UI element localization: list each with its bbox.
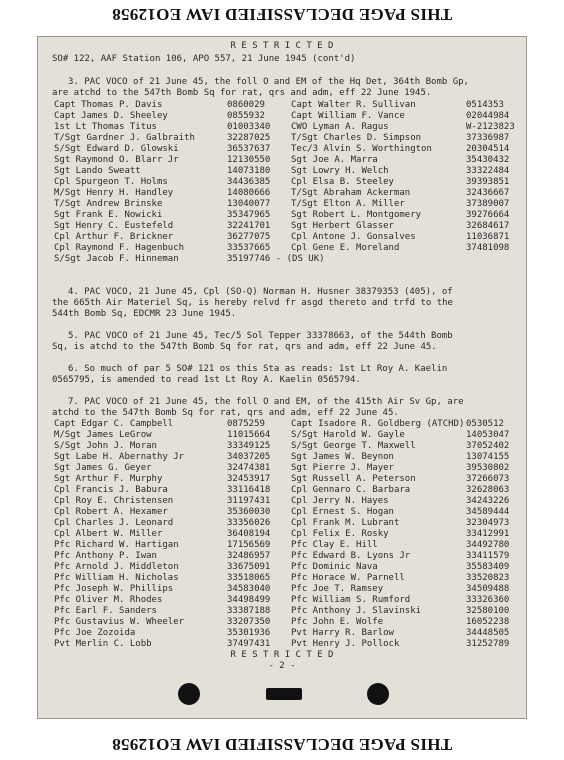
declassified-banner-bottom: THIS PAGE DECLASSIFIED IAW EO12958 <box>111 735 453 754</box>
serial-right: 34492780 <box>466 540 510 550</box>
serial-right: 13074155 <box>466 452 510 462</box>
name-right: Pvt Henry J. Pollock <box>291 639 400 649</box>
name-left: Sgt Labe H. Abernathy Jr <box>54 452 185 462</box>
personnel-row <box>54 166 514 177</box>
serial-right: 33412991 <box>466 529 510 539</box>
classification-header: R E S T R I C T E D <box>230 41 334 51</box>
name-right: Capt Walter R. Sullivan <box>291 100 416 110</box>
personnel-row <box>54 133 514 144</box>
personnel-row <box>54 562 514 573</box>
name-left: Cpl Francis J. Babura <box>54 485 168 495</box>
personnel-row <box>54 155 514 166</box>
punch-slot <box>266 688 302 700</box>
name-left: Pfc Gustavius W. Wheeler <box>54 617 185 627</box>
name-left: Cpl Raymond F. Hagenbuch <box>54 243 185 253</box>
serial-right: 32628063 <box>466 485 510 495</box>
personnel-row <box>54 573 514 584</box>
personnel-row <box>54 606 514 617</box>
serial-left: 11015664 <box>227 430 271 440</box>
serial-left: 32474381 <box>227 463 271 473</box>
personnel-row <box>54 100 514 111</box>
name-left: Cpl Arthur F. Brickner <box>54 232 174 242</box>
serial-left: 34436385 <box>227 177 271 187</box>
serial-left: 33675091 <box>227 562 271 572</box>
name-right: Pfc Clay E. Hill <box>291 540 378 550</box>
name-right: Cpl Felix E. Rosky <box>291 529 389 539</box>
name-left: S/Sgt Edward D. Glowski <box>54 144 179 154</box>
para4-line-1: 4. PAC VOCO, 21 June 45, Cpl (SO-Q) Norman H. Husner 38379353 (405), of <box>68 287 453 297</box>
personnel-row <box>54 199 514 210</box>
serial-left: 0855932 <box>227 111 265 121</box>
name-left: Sgt Frank E. Nowicki <box>54 210 163 220</box>
name-left: Capt Thomas P. Davis <box>54 100 163 110</box>
name-left: Pfc Richard W. Hartigan <box>54 540 179 550</box>
serial-right: W-2123823 <box>466 122 515 132</box>
name-right: S/Sgt George T. Maxwell <box>291 441 416 451</box>
name-left: M/Sgt James LeGrow <box>54 430 152 440</box>
personnel-row <box>54 111 514 122</box>
name-right: Pvt Harry R. Barlow <box>291 628 394 638</box>
personnel-row <box>54 254 514 265</box>
serial-right: 37336987 <box>466 133 510 143</box>
name-right: Sgt Pierre J. Mayer <box>291 463 394 473</box>
serial-left: 12130550 <box>227 155 271 165</box>
name-right: Cpl Gennaro C. Barbara <box>291 485 411 495</box>
personnel-row <box>54 430 514 441</box>
serial-right: 39393851 <box>466 177 510 187</box>
serial-left: 01003340 <box>227 122 271 132</box>
personnel-row <box>54 617 514 628</box>
serial-right: 37481098 <box>466 243 510 253</box>
name-right: Sgt Robert L. Montgomery <box>291 210 422 220</box>
para3-personnel-list <box>54 100 514 265</box>
serial-left: 32453917 <box>227 474 271 484</box>
serial-right: 11036871 <box>466 232 510 242</box>
para6-line-2: 0565795, is amended to read 1st Lt Roy A. Kaelin 0565794. <box>52 375 361 385</box>
serial-right: 33520823 <box>466 573 510 583</box>
name-left: Pfc Anthony P. Iwan <box>54 551 157 561</box>
para7-personnel-list <box>54 419 514 650</box>
personnel-row <box>54 210 514 221</box>
serial-left: 13040077 <box>227 199 271 209</box>
serial-right: 14053047 <box>466 430 510 440</box>
serial-left: 35197746 - (DS UK) <box>227 254 325 264</box>
serial-right: 34448505 <box>466 628 510 638</box>
name-right: Pfc Horace W. Parnell <box>291 573 405 583</box>
serial-left: 17156569 <box>227 540 271 550</box>
serial-left: 34498499 <box>227 595 271 605</box>
serial-left: 34583040 <box>227 584 271 594</box>
name-right: CWO Lyman A. Ragus <box>291 122 389 132</box>
document-page <box>37 36 527 719</box>
personnel-row <box>54 243 514 254</box>
page-number: - 2 - <box>268 661 296 671</box>
serial-right: 34509488 <box>466 584 510 594</box>
name-left: Sgt Lando Sweatt <box>54 166 141 176</box>
serial-left: 0875259 <box>227 419 265 429</box>
serial-left: 33537665 <box>227 243 271 253</box>
name-left: Pfc Oliver M. Rhodes <box>54 595 163 605</box>
serial-left: 35347965 <box>227 210 271 220</box>
personnel-row <box>54 540 514 551</box>
serial-right: 32436667 <box>466 188 510 198</box>
para4-line-2: the 665th Air Materiel Sq, is hereby relvd fr asgd thereto and trfd to the <box>52 298 453 308</box>
personnel-row <box>54 232 514 243</box>
name-left: Pfc Earl F. Sanders <box>54 606 157 616</box>
personnel-row <box>54 639 514 650</box>
personnel-row <box>54 452 514 463</box>
name-left: Cpl Robert A. Hexamer <box>54 507 168 517</box>
para3-line-1: 3. PAC VOCO of 21 June 45, the foll O and EM of the Hq Det, 364th Bomb Gp, <box>68 77 469 87</box>
name-right: Cpl Antone J. Gonsalves <box>291 232 416 242</box>
serial-right: 35583409 <box>466 562 510 572</box>
serial-right: 31252789 <box>466 639 510 649</box>
name-right: Sgt Russell A. Peterson <box>291 474 416 484</box>
punch-hole <box>178 683 200 705</box>
name-right: Cpl Elsa B. Steeley <box>291 177 394 187</box>
name-left: Cpl Roy E. Christensen <box>54 496 174 506</box>
personnel-row <box>54 529 514 540</box>
name-right: T/Sgt Elton A. Miller <box>291 199 405 209</box>
serial-right: 02044984 <box>466 111 510 121</box>
personnel-row <box>54 584 514 595</box>
name-right: S/Sgt Harold W. Gayle <box>291 430 405 440</box>
order-header: SO# 122, AAF Station 106, APO 557, 21 June 1945 (cont'd) <box>52 54 356 64</box>
name-left: Sgt James G. Geyer <box>54 463 152 473</box>
serial-right: 39530802 <box>466 463 510 473</box>
name-left: M/Sgt Henry H. Handley <box>54 188 174 198</box>
serial-left: 32486957 <box>227 551 271 561</box>
name-left: Pfc Arnold J. Middleton <box>54 562 179 572</box>
para5-line-1: 5. PAC VOCO of 21 June 45, Tec/5 Sol Tepper 33378663, of the 544th Bomb <box>68 331 453 341</box>
name-right: Cpl Jerry N. Hayes <box>291 496 389 506</box>
personnel-row <box>54 485 514 496</box>
serial-left: 33518065 <box>227 573 271 583</box>
name-left: Sgt Henry C. Eustefeld <box>54 221 174 231</box>
serial-right: 37052402 <box>466 441 510 451</box>
serial-left: 36408194 <box>227 529 271 539</box>
declassified-banner-top: THIS PAGE DECLASSIFIED IAW EO12958 <box>111 5 453 24</box>
serial-right: 32580100 <box>466 606 510 616</box>
serial-right: 16052238 <box>466 617 510 627</box>
name-left: Cpl Albert W. Miller <box>54 529 163 539</box>
serial-left: 32241701 <box>227 221 271 231</box>
personnel-row <box>54 551 514 562</box>
serial-left: 36537637 <box>227 144 271 154</box>
serial-right: 0514353 <box>466 100 504 110</box>
name-right: Sgt James W. Beynon <box>291 452 394 462</box>
serial-right: 32684617 <box>466 221 510 231</box>
name-right: Capt Isadore R. Goldberg (ATCHD) <box>291 419 465 429</box>
serial-left: 37497431 <box>227 639 271 649</box>
para3-line-2: are atchd to the 547th Bomb Sq for rat, qrs and adm, eff 22 June 1945. <box>52 88 432 98</box>
personnel-row <box>54 474 514 485</box>
para4-line-3: 544th Bomb Sq, EDCMR 23 June 1945. <box>52 309 237 319</box>
serial-right: 33322484 <box>466 166 510 176</box>
serial-right: 37266073 <box>466 474 510 484</box>
serial-left: 35360030 <box>227 507 271 517</box>
personnel-row <box>54 595 514 606</box>
para6-line-1: 6. So much of par 5 SO# 121 os this Sta as reads: 1st Lt Roy A. Kaelin <box>68 364 448 374</box>
para5-line-2: Sq, is atchd to the 547th Bomb Sq for rat, qrs and adm, eff 22 June 45. <box>52 342 437 352</box>
name-right: Pfc Edward B. Lyons Jr <box>291 551 411 561</box>
punch-hole <box>367 683 389 705</box>
serial-left: 14080666 <box>227 188 271 198</box>
name-right: Pfc Joe T. Ramsey <box>291 584 384 594</box>
name-right: Pfc Anthony J. Slavinski <box>291 606 422 616</box>
name-left: Sgt Arthur F. Murphy <box>54 474 163 484</box>
serial-right: 35430432 <box>466 155 510 165</box>
name-left: S/Sgt Jacob F. Hinneman <box>54 254 179 264</box>
serial-left: 32287025 <box>227 133 271 143</box>
name-left: 1st Lt Thomas Titus <box>54 122 157 132</box>
personnel-row <box>54 518 514 529</box>
serial-right: 34589444 <box>466 507 510 517</box>
name-right: Cpl Frank M. Lubrant <box>291 518 400 528</box>
serial-left: 33116418 <box>227 485 271 495</box>
name-left: Pvt Merlin C. Lobb <box>54 639 152 649</box>
personnel-row <box>54 177 514 188</box>
name-right: Sgt Lowry H. Welch <box>291 166 389 176</box>
name-left: Cpl Spurgeon T. Holms <box>54 177 168 187</box>
personnel-row <box>54 496 514 507</box>
name-left: T/Sgt Gardner J. Galbraith <box>54 133 195 143</box>
name-right: Pfc John E. Wolfe <box>291 617 384 627</box>
serial-right: 34243226 <box>466 496 510 506</box>
name-left: Pfc Joseph W. Phillips <box>54 584 174 594</box>
name-right: T/Sgt Abraham Ackerman <box>291 188 411 198</box>
name-right: Tec/3 Alvin S. Worthington <box>291 144 432 154</box>
personnel-row <box>54 144 514 155</box>
name-left: Capt James D. Sheeley <box>54 111 168 121</box>
name-right: Pfc Dominic Nava <box>291 562 378 572</box>
personnel-row <box>54 463 514 474</box>
serial-right: 32304973 <box>466 518 510 528</box>
name-left: Pfc Joe Zozoida <box>54 628 136 638</box>
name-left: Cpl Charles J. Leonard <box>54 518 174 528</box>
serial-left: 36277075 <box>227 232 271 242</box>
personnel-row <box>54 441 514 452</box>
personnel-row <box>54 221 514 232</box>
personnel-row <box>54 507 514 518</box>
name-left: Capt Edgar C. Campbell <box>54 419 174 429</box>
serial-left: 31197431 <box>227 496 271 506</box>
serial-left: 33207350 <box>227 617 271 627</box>
serial-left: 33349125 <box>227 441 271 451</box>
name-right: Cpl Ernest S. Hogan <box>291 507 394 517</box>
serial-right: 39276664 <box>466 210 510 220</box>
name-left: S/Sgt John J. Moran <box>54 441 157 451</box>
personnel-row <box>54 628 514 639</box>
serial-left: 0860029 <box>227 100 265 110</box>
serial-left: 35301936 <box>227 628 271 638</box>
name-right: Capt William F. Vance <box>291 111 405 121</box>
para7-line-1: 7. PAC VOCO of 21 June 45, the foll O and EM, of the 415th Air Sv Gp, are <box>68 397 464 407</box>
classification-footer: R E S T R I C T E D <box>230 650 334 660</box>
personnel-row <box>54 419 514 430</box>
serial-right: 33326360 <box>466 595 510 605</box>
name-left: Sgt Raymond O. Blarr Jr <box>54 155 179 165</box>
serial-right: 33411579 <box>466 551 510 561</box>
serial-right: 20304514 <box>466 144 510 154</box>
para7-line-2: atchd to the 547th Bomb Sq for rat, qrs and adm, eff 22 June 45. <box>52 408 399 418</box>
name-left: Pfc William H. Nicholas <box>54 573 179 583</box>
serial-right: 37389007 <box>466 199 510 209</box>
serial-left: 33356026 <box>227 518 271 528</box>
personnel-row <box>54 188 514 199</box>
name-right: Sgt Herbert Glasser <box>291 221 394 231</box>
name-right: T/Sgt Charles D. Simpson <box>291 133 422 143</box>
personnel-row <box>54 122 514 133</box>
name-right: Cpl Gene E. Moreland <box>291 243 400 253</box>
serial-right: 0530512 <box>466 419 504 429</box>
name-right: Pfc William S. Rumford <box>291 595 411 605</box>
serial-left: 14073180 <box>227 166 271 176</box>
serial-left: 34037205 <box>227 452 271 462</box>
name-left: T/Sgt Andrew Brinske <box>54 199 163 209</box>
serial-left: 33387188 <box>227 606 271 616</box>
name-right: Sgt Joe A. Marra <box>291 155 378 165</box>
